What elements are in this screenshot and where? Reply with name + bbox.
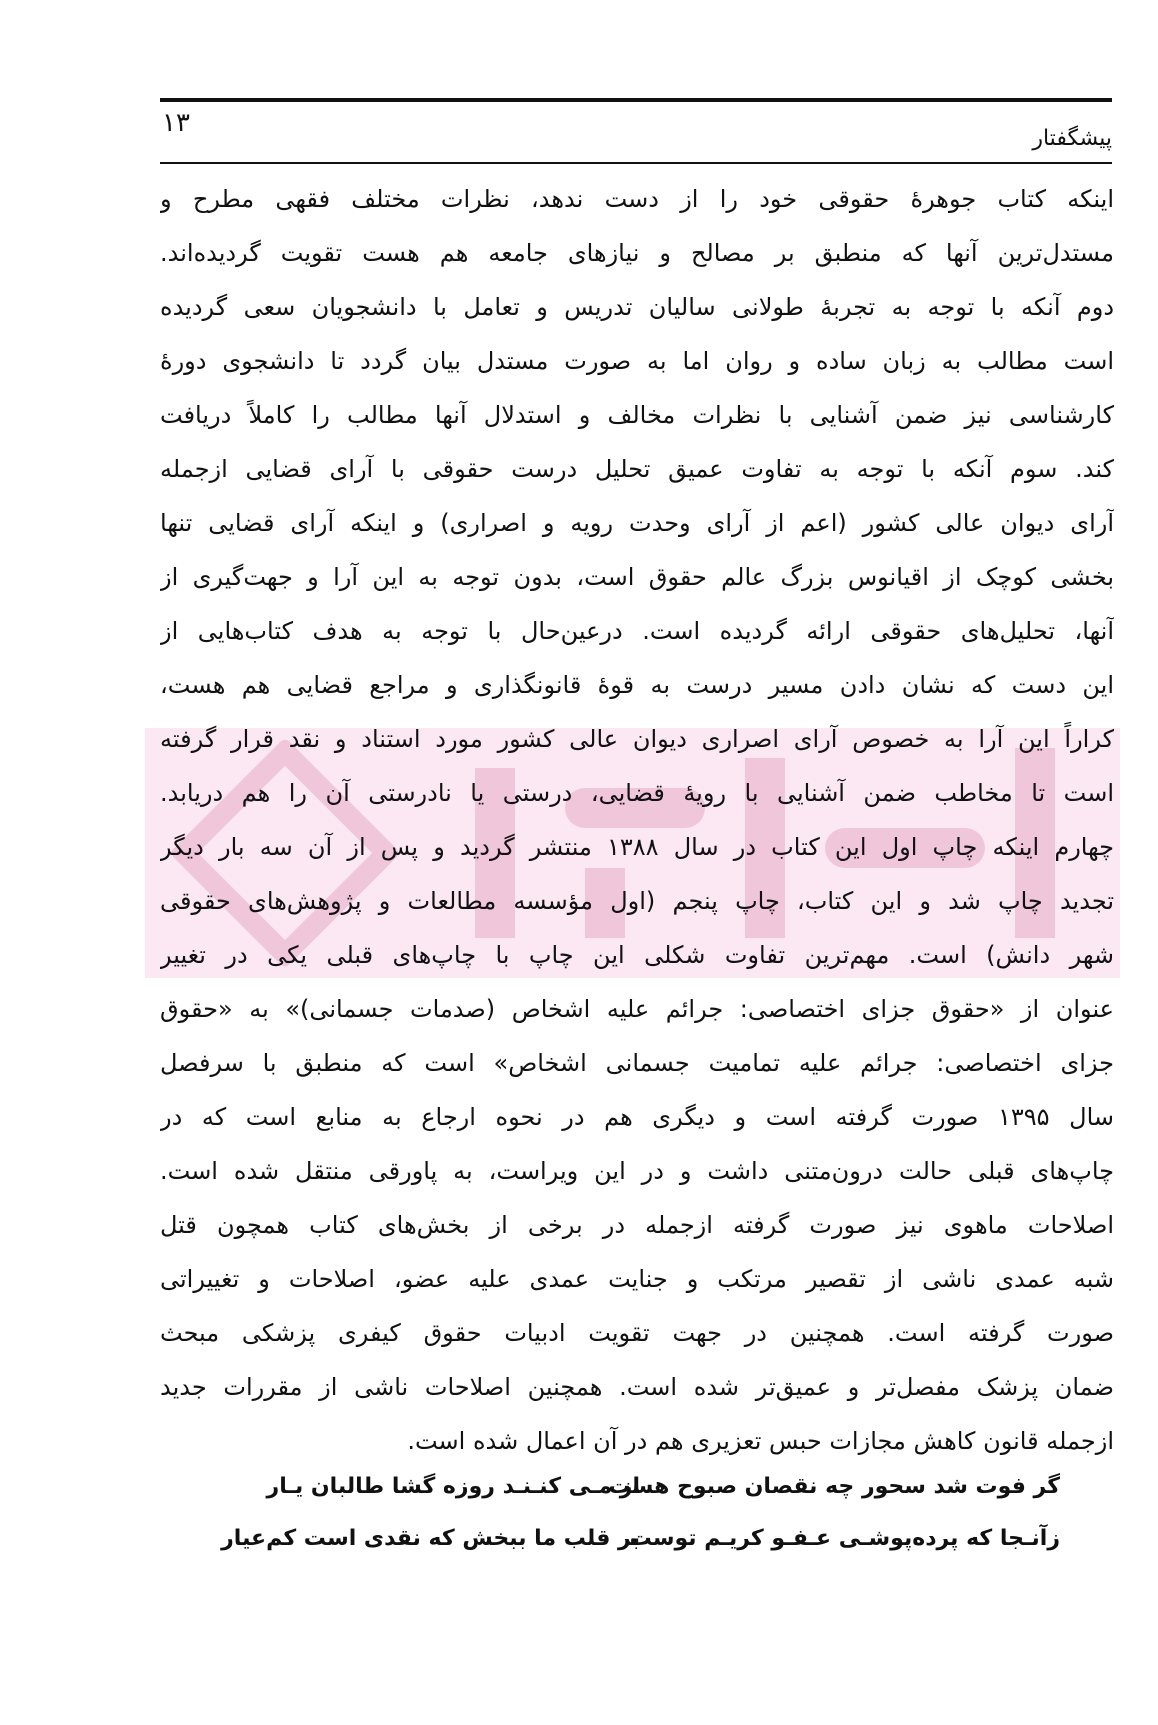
- text-line: مستدل‌ترین آنها که منطبق بر مصالح و نیازهای جامعه هم هست تقویت گردیده‌اند.: [160, 239, 1114, 267]
- text-line: شهر دانش) است. مهم‌ترین تفاوت شکلی این چاپ با چاپ‌های قبلی یکی در تغییر: [160, 941, 1114, 969]
- text-line: آرای دیوان عالی کشور (اعم از آرای وحدت رویه و اصراری) و اینکه آرای قضایی تنها: [160, 509, 1114, 537]
- text-line: ضمان پزشک مفصل‌تر و عمیق‌تر شده است. همچنین اصلاحات ناشی از مقررات جدید: [160, 1373, 1114, 1401]
- text-line: عنوان از «حقوق جزای اختصاصی: جرائم علیه اشخاص (صدمات جسمانی)» به «حقوق: [160, 995, 1114, 1023]
- poem-verse: [221, 1474, 1060, 1586]
- poem-hemistich: زآنـجا که پرده‌پوشـی عـفـو کریـم توست: [629, 1526, 1060, 1551]
- text-line: چهارم اینکه چاپ اول این کتاب در سال ۱۳۸۸ منتشر گردید و پس از آن سه بار دیگر: [160, 833, 1114, 861]
- text-line: ازجمله قانون کاهش مجازات حبس تعزیری هم در آن اعمال شده است.: [407, 1427, 1114, 1455]
- text-line: چاپ‌های قبلی حالت درون‌متنی داشت و در این ویراست، به پاورقی منتقل شده است.: [160, 1157, 1114, 1185]
- text-line: کراراً این آرا به خصوص آرای اصراری دیوان عالی کشور مورد استناد و نقد قرار گرفته: [160, 725, 1114, 753]
- text-line: اصلاحات ماهوی نیز صورت گرفته ازجمله در برخی از بخش‌های کتاب همچون قتل: [160, 1211, 1114, 1239]
- text-line: آنها، تحلیل‌های حقوقی ارائه گردیده است. درعین‌حال با توجه به هدف کتاب‌هایی از: [160, 617, 1114, 645]
- poem-hemistich: بر قلب ما ببخش که نقدی است کم‌عیار: [221, 1526, 640, 1551]
- text-line: شبه عمدی ناشی از تقصیر مرتکب و جنایت عمدی علیه عضو، اصلاحات و تغییراتی: [160, 1265, 1114, 1293]
- text-line: جزای اختصاصی: جرائم علیه تمامیت جسمانی اشخاص» است که منطبق با سرفصل: [160, 1049, 1114, 1077]
- page-number: ۱۳: [162, 108, 190, 138]
- header-bottom-rule: [160, 162, 1112, 164]
- body-text: [160, 172, 1114, 1468]
- text-line: صورت گرفته است. همچنین در جهت تقویت ادبیات حقوق کیفری پزشکی مبحث: [160, 1319, 1114, 1347]
- text-line: است تا مخاطب ضمن آشنایی با رویهٔ قضایی، درستی یا نادرستی آن را هم دریابد.: [160, 779, 1114, 807]
- text-line: کند. سوم آنکه با توجه به تفاوت عمیق تحلیل درست حقوقی با آرای قضایی ازجمله: [160, 455, 1114, 483]
- poem-hemistich: از مـی کنـنـد روزه گشا طالبان یـار: [266, 1474, 640, 1499]
- text-line: سال ۱۳۹۵ صورت گرفته است و دیگری هم در نحوه ارجاع به منابع است که در: [160, 1103, 1114, 1131]
- text-line: اینکه کتاب جوهرهٔ حقوقی خود را از دست ندهد، نظرات مختلف فقهی مطرح و: [160, 185, 1114, 213]
- text-line: این دست که نشان دادن مسیر درست به قوهٔ قانونگذاری و مراجع قضایی هم هست،: [160, 671, 1114, 699]
- header-top-rule: [160, 98, 1112, 102]
- text-line: بخشی کوچک از اقیانوس بزرگ عالم حقوق است، بدون توجه به این آرا و جهت‌گیری از: [160, 563, 1114, 591]
- text-line: است مطالب به زبان ساده و روان اما به صورت مستدل بیان گردد تا دانشجوی دورهٔ: [160, 347, 1114, 375]
- text-line: کارشناسی نیز ضمن آشنایی با نظرات مخالف و استدلال آنها مطالب را کاملاً دریافت: [160, 401, 1114, 429]
- poem-hemistich: گر فوت شد سحور چه نقصان صبوح هست: [608, 1474, 1060, 1499]
- text-line: تجدید چاپ شد و این کتاب، چاپ پنجم (اول مؤسسه مطالعات و پژوهش‌های حقوقی: [160, 887, 1114, 915]
- text-line: دوم آنکه با توجه به تجربهٔ طولانی سالیان تدریس و تعامل با دانشجویان سعی گردیده: [160, 293, 1114, 321]
- running-head: پیشگفتار: [1032, 126, 1112, 151]
